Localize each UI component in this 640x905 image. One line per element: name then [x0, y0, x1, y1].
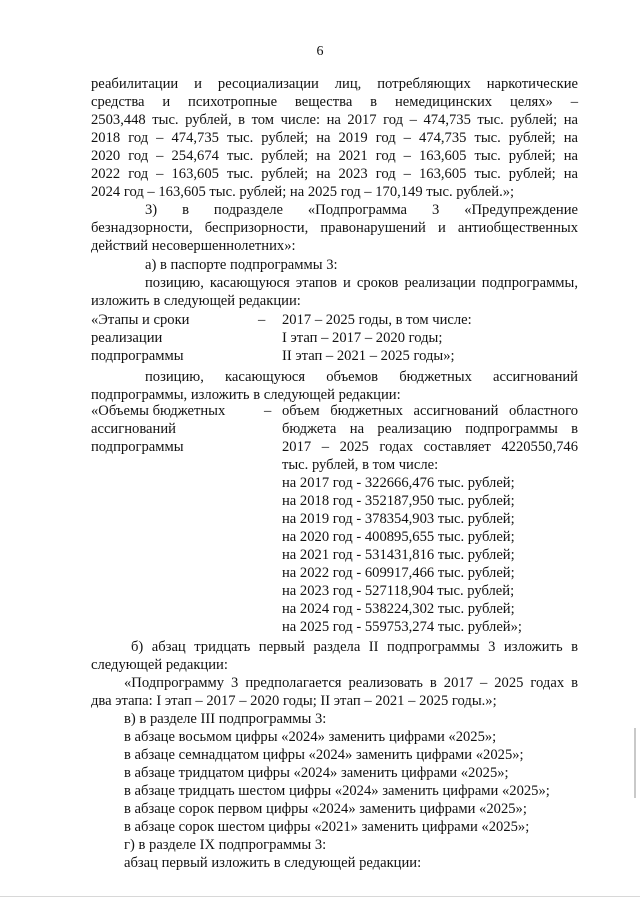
- item-v: в) в разделе III подпрограммы 3:: [124, 711, 327, 727]
- item-v-sub-1: в абзаце восьмом цифры «2024» заменить цифрами «2025»;: [124, 729, 497, 745]
- last-line: абзац первый изложить в следующей редакции:: [124, 855, 422, 871]
- table2-label-line-2: ассигнований: [91, 421, 176, 437]
- table2-intro-line-1: объем бюджетных ассигнований областного: [282, 403, 578, 419]
- table1-label-line-2: реализации: [91, 330, 163, 346]
- para-pos2-line-2: подпрограммы, изложить в следующей редакции:: [91, 387, 401, 403]
- para1-line-5: 2020 год – 254,674 тыс. рублей; на 2021 год – 163,605 тыс. рублей; на: [91, 148, 578, 164]
- table1-label-line-1: «Этапы и сроки: [91, 312, 190, 328]
- para-pos1-line-1: позицию, касающуюся этапов и сроков реализации подпрограммы,: [145, 275, 578, 291]
- table2-year-2024: на 2024 год - 538224,302 тыс. рублей;: [282, 601, 515, 617]
- item-v-sub-3: в абзаце тридцатом цифры «2024» заменить цифрами «2025»;: [124, 765, 509, 781]
- table2-year-2023: на 2023 год - 527118,904 тыс. рублей;: [282, 583, 515, 599]
- para2-line-3: действий несовершеннолетних»:: [91, 238, 296, 254]
- table2-year-2025: на 2025 год - 559753,274 тыс. рублей»;: [282, 619, 522, 635]
- table2-label-line-3: подпрограммы: [91, 439, 184, 455]
- page-number: 6: [316, 44, 324, 59]
- table2-year-2017: на 2017 год - 322666,476 тыс. рублей;: [282, 475, 515, 491]
- table2-dash: –: [264, 403, 272, 419]
- table2-year-2022: на 2022 год - 609917,466 тыс. рублей;: [282, 565, 515, 581]
- table1-label-line-3: подпрограммы: [91, 348, 184, 364]
- table1-value-line-2: I этап – 2017 – 2020 годы;: [282, 330, 443, 346]
- table1-dash: –: [258, 312, 266, 328]
- para2-line-2: безнадзорности, беспризорности, правонарушений и антиобщественных: [91, 220, 578, 236]
- para2-line-1: 3) в подразделе «Подпрограмма 3 «Предупреждение: [145, 202, 578, 218]
- item-v-sub-4: в абзаце тридцать шестом цифры «2024» заменить цифрами «2025»;: [124, 783, 550, 799]
- para1-line-6: 2022 год – 163,605 тыс. рублей; на 2023 год – 163,605 тыс. рублей; на: [91, 166, 578, 182]
- item-g: г) в разделе IX подпрограммы 3:: [124, 837, 327, 853]
- item-b-line-1: б) абзац тридцать первый раздела II подпрограммы 3 изложить в: [131, 639, 578, 655]
- table2-intro-line-4: тыс. рублей, в том числе:: [282, 457, 439, 473]
- table2-intro-line-2: бюджета на реализацию подпрограммы в: [282, 421, 578, 437]
- para-pos2-line-1: позицию, касающуюся объемов бюджетных ассигнований: [145, 369, 578, 385]
- para1-line-7: 2024 год – 163,605 тыс. рублей; на 2025 год – 170,149 тыс. рублей.»;: [91, 184, 515, 200]
- table2-intro-line-3: 2017 – 2025 годах составляет 4220550,746: [282, 439, 578, 455]
- para1-line-4: 2018 год – 474,735 тыс. рублей; на 2019 год – 474,735 тыс. рублей; на: [91, 130, 578, 146]
- para1-line-3: 2503,448 тыс. рублей, в том числе: на 2017 год – 474,735 тыс. рублей; на: [91, 112, 578, 128]
- table1-value-line-1: 2017 – 2025 годы, в том числе:: [282, 312, 472, 328]
- table2-label-line-1: «Объемы бюджетных: [91, 403, 226, 419]
- table1-value-line-3: II этап – 2021 – 2025 годы»;: [282, 348, 455, 364]
- para-pos1-line-2: изложить в следующей редакции:: [91, 293, 301, 309]
- quote-b-line-2: два этапа: I этап – 2017 – 2020 годы; II этап – 2021 – 2025 годы.»;: [91, 693, 497, 709]
- quote-b-line-1: «Подпрограмму 3 предполагается реализовать в 2017 – 2025 годах в: [124, 675, 578, 691]
- table2-year-2020: на 2020 год - 400895,655 тыс. рублей;: [282, 529, 515, 545]
- table2-year-2019: на 2019 год - 378354,903 тыс. рублей;: [282, 511, 515, 527]
- table2-year-2018: на 2018 год - 352187,950 тыс. рублей;: [282, 493, 515, 509]
- para1-line-2: средства и психотропные вещества в немедицинских целях» –: [91, 94, 578, 110]
- para1-line-1: реабилитации и ресоциализации лиц, потребляющих наркотические: [91, 76, 578, 92]
- item-v-sub-6: в абзаце сорок шестом цифры «2021» заменить цифрами «2025»;: [124, 819, 530, 835]
- scan-edge-mark: [634, 728, 636, 798]
- scan-bottom-edge: [0, 896, 640, 897]
- item-a: а) в паспорте подпрограммы 3:: [145, 257, 338, 273]
- item-v-sub-2: в абзаце семнадцатом цифры «2024» заменить цифрами «2025»;: [124, 747, 524, 763]
- item-v-sub-5: в абзаце сорок первом цифры «2024» заменить цифрами «2025»;: [124, 801, 527, 817]
- item-b-line-2: следующей редакции:: [91, 657, 228, 673]
- table2-year-2021: на 2021 год - 531431,816 тыс. рублей;: [282, 547, 515, 563]
